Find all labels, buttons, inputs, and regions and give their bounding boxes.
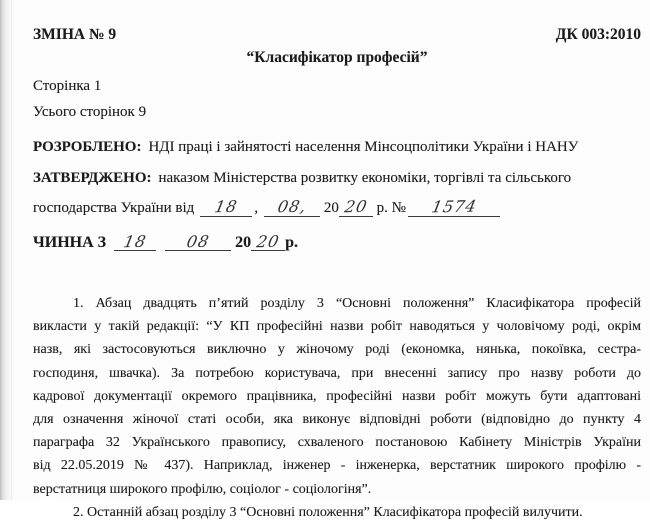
approved-line (33, 170, 641, 187)
developed-label: РОЗРОБЛЕНО: (33, 139, 142, 155)
handwritten-order-number: 1574 (429, 196, 479, 217)
paragraph-1-line: 1. Абзац двадцять п’ятий розділу 3 “Основні положення” Класифікатора професій (73, 296, 641, 311)
handwritten-year: 20 (342, 196, 369, 217)
approved-label: ЗАТВЕРДЖЕНО: (33, 170, 152, 186)
order-number-label: р. № (376, 200, 406, 216)
effective-year-blank (251, 231, 285, 252)
effective-handwritten-year: 20 (254, 231, 282, 252)
effective-label: ЧИННА З (33, 234, 107, 251)
developed-line (33, 139, 641, 156)
developed-text: НДІ праці і зайнятості населення Мінсоцполітики України і НАНУ (148, 139, 579, 155)
scan-edge-artifact (0, 0, 16, 500)
paragraph-1-line: від 22.05.2019 № 437). Наприклад, інженер - інженерка, верстатник широкого профілю - (33, 458, 641, 474)
effective-date-line (33, 231, 641, 252)
year-blank (339, 196, 373, 217)
document-header (33, 26, 641, 44)
paragraph-1-line: викласти у такій редакції: “У КП професійні назви робіт наводяться у чоловічому роді, окрім (33, 319, 641, 335)
effective-year-prefix: 20 (235, 234, 252, 251)
paragraph-1-line: кадрової документації окремого працівника, професійні назви робіт можуть бути адаптовані (33, 388, 641, 404)
effective-month-blank (165, 231, 231, 252)
year-prefix: 20 (323, 200, 339, 216)
paragraph-1-line: для означення жіночої статі особи, яка виконує відповідні роботи (відповідно до пункту 4 (33, 412, 641, 428)
paragraph-1 (33, 292, 641, 501)
page-number-line: Сторінка 1 (33, 78, 102, 94)
handwritten-month: 08, (275, 196, 309, 217)
document-content (33, 0, 641, 524)
effective-suffix: р. (285, 234, 298, 251)
paragraph-1-line: параграфа 32 Українського правопису, схваленого постановою Кабінету Міністрів України (33, 435, 641, 451)
effective-handwritten-month: 08 (184, 231, 212, 252)
total-pages-line: Усього сторінок 9 (33, 104, 147, 120)
order-number-blank (408, 196, 500, 217)
paragraph-1-line: назв, які застосовуються виключно у жіночому роді (економка, нянька, покоївка, сестра- (33, 342, 641, 358)
approved-date-line (33, 196, 641, 217)
day-blank (200, 196, 252, 217)
paragraph-1-line: верстатниця широкого профілю, соціолог - соціологіня”. (33, 481, 372, 497)
standard-code-label: ДК 003:2010 (555, 26, 641, 43)
date-comma: , (254, 200, 259, 216)
document-title: “Класифікатор професій” (246, 49, 428, 66)
handwritten-day: 18 (213, 196, 240, 217)
paragraph-2: 2. Останній абзац розділу 3 “Основні положення” Класифікатора професій вилучити. (73, 504, 583, 520)
approved-date-prefix: господарства України від (33, 200, 195, 216)
effective-day-blank (114, 231, 156, 252)
approved-text: наказом Міністерства розвитку економіки, торгівлі та сільського (158, 170, 572, 186)
effective-handwritten-day: 18 (121, 231, 149, 252)
scan-edge-line (11, 0, 12, 500)
month-blank (264, 196, 320, 217)
paragraph-1-line: господиня, швачка). За потребою користувача, при внесенні запису про назву роботи до (33, 365, 641, 381)
change-number-label: ЗМІНА № 9 (33, 26, 117, 43)
